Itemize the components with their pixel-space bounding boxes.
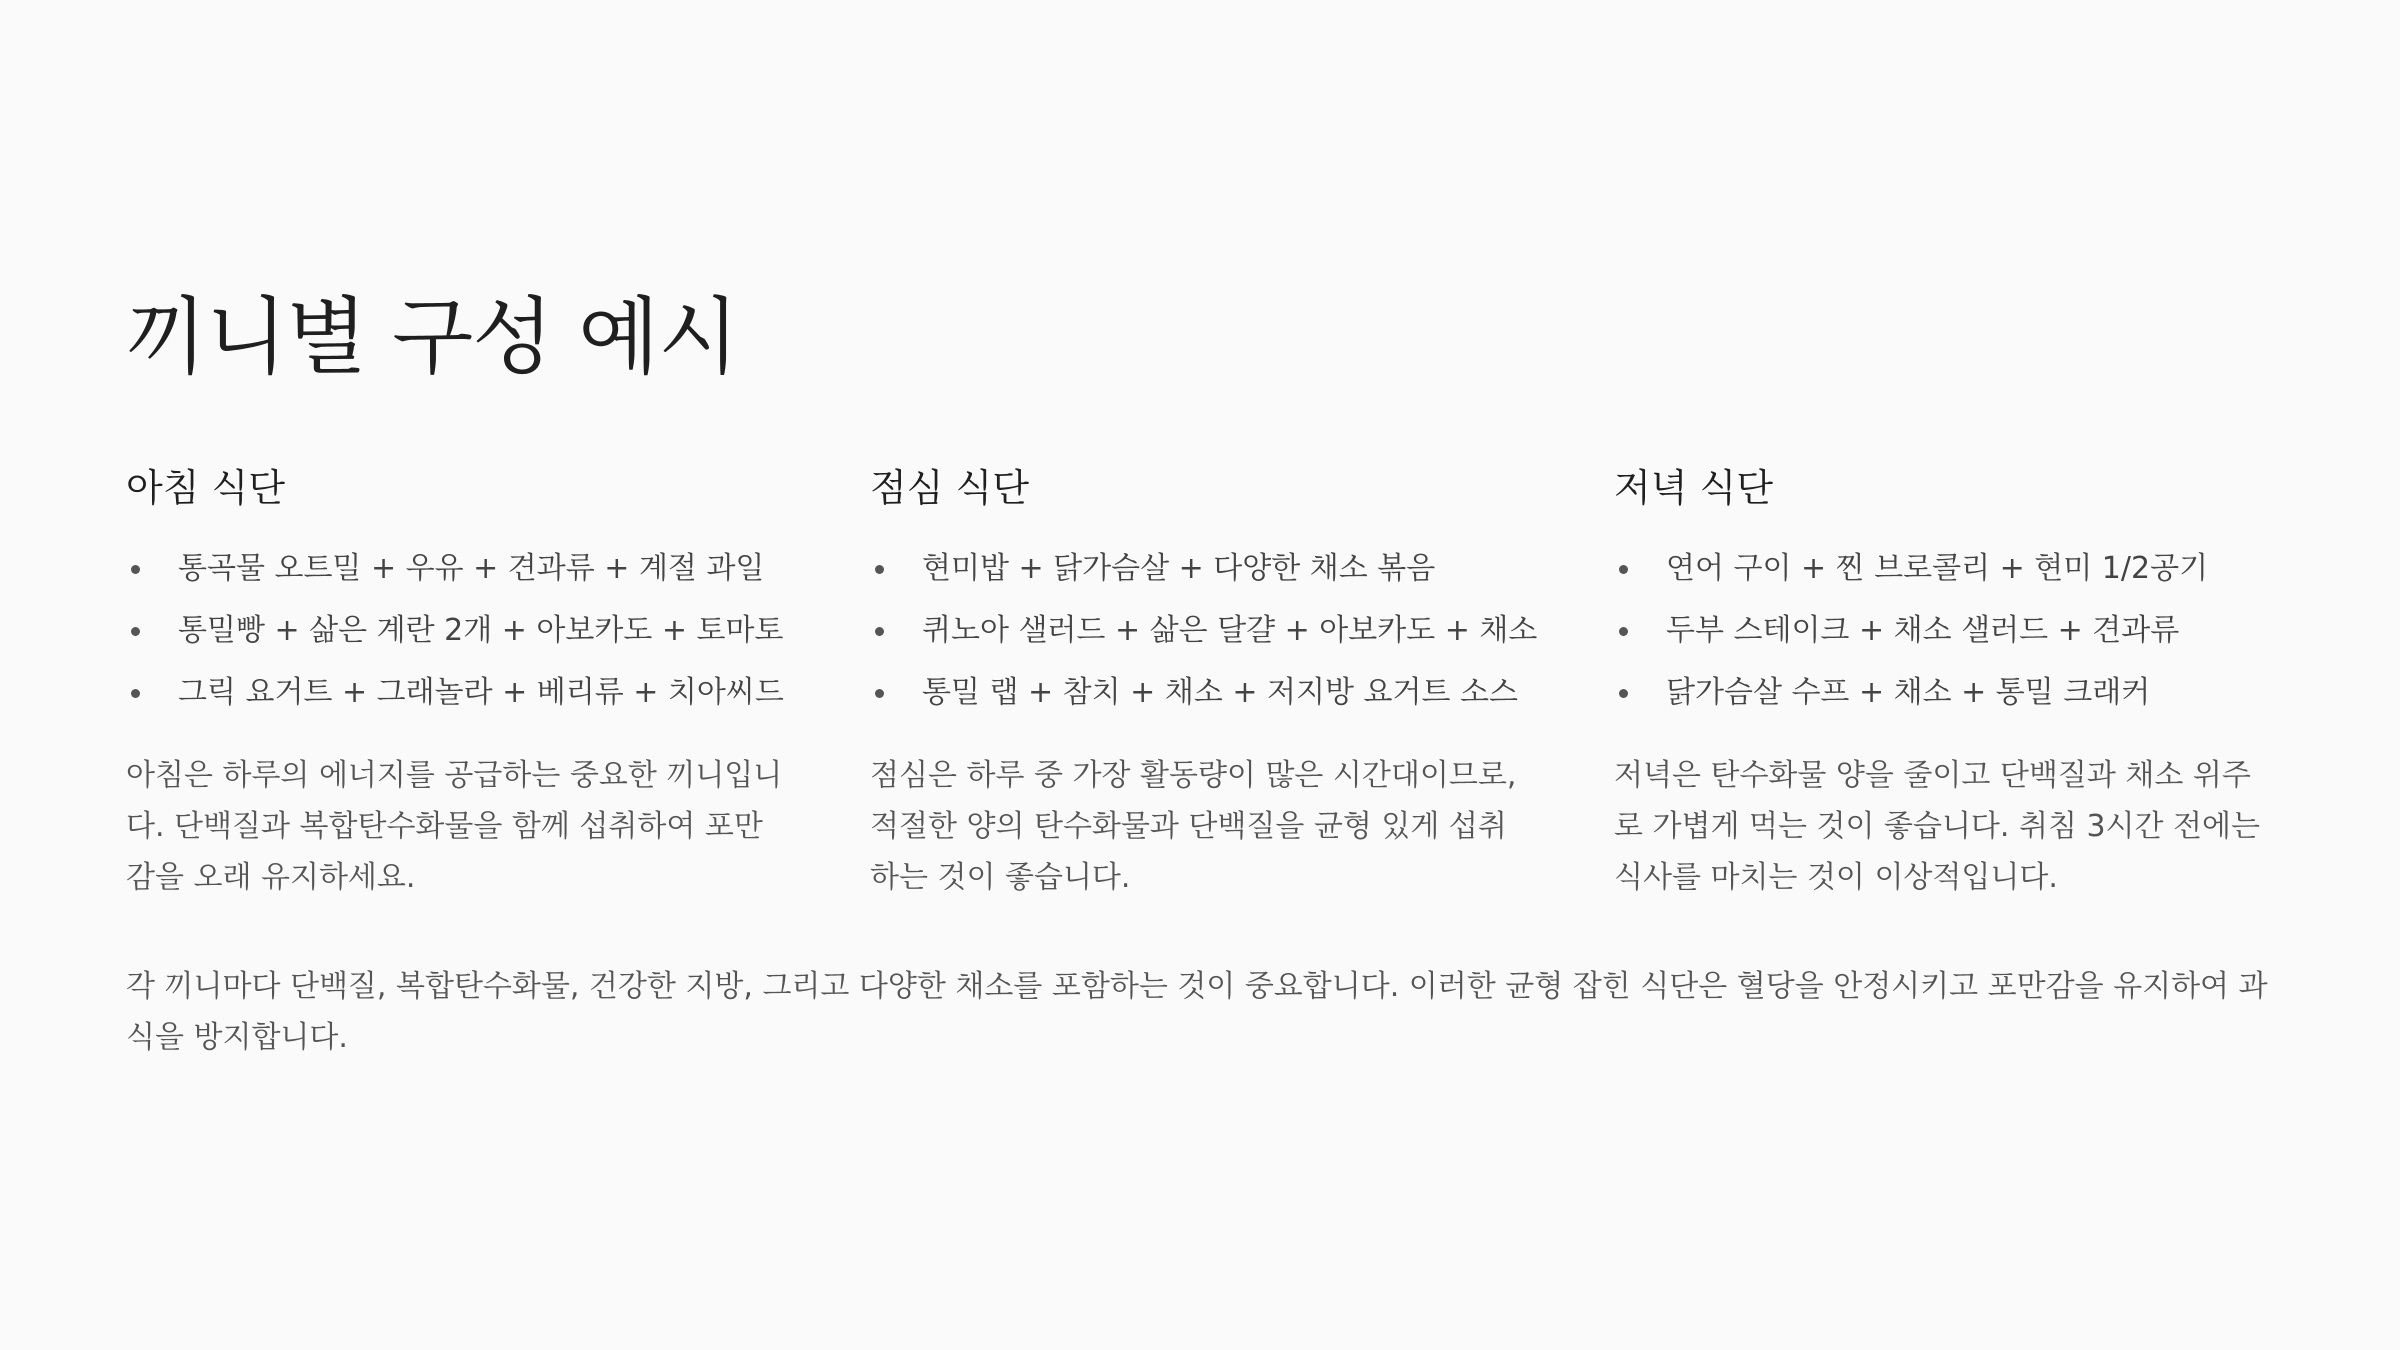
lunch-description: 점심은 하루 중 가장 활동량이 많은 시간대이므로, 적절한 양의 탄수화물과 단백질을 균형 있게 섭취하는 것이 좋습니다. [870,758,1517,895]
lunch-list [870,538,1614,724]
dinner-description: 저녁은 탄수화물 양을 줄이고 단백질과 채소 위주로 가볍게 먹는 것이 좋습니다. 취침 3시간 전에는 식사를 마치는 것이 이상적입니다. [1614,758,2260,895]
bullet-icon [131,627,140,636]
list-item [1614,662,2274,724]
list-item [870,662,1614,724]
bullet-icon [875,565,884,574]
bullet-icon [131,689,140,698]
list-item-text: 통밀 랩 + 참치 + 채소 + 저지방 요거트 소스 [922,675,1518,710]
list-item [1614,538,2274,600]
dinner-column [1614,460,2274,903]
list-item-text: 통밀빵 + 삶은 계란 2개 + 아보카도 + 토마토 [178,613,784,648]
list-item [1614,600,2274,662]
list-item-text: 통곡물 오트밀 + 우유 + 견과류 + 계절 과일 [178,551,765,586]
lunch-column [870,460,1614,903]
list-item [870,538,1614,600]
breakfast-column [126,460,870,903]
bullet-icon [1619,565,1628,574]
bullet-icon [875,689,884,698]
list-item [870,600,1614,662]
summary-text: 각 끼니마다 단백질, 복합탄수화물, 건강한 지방, 그리고 다양한 채소를 포함하는 것이 중요합니다. 이러한 균형 잡힌 식단은 혈당을 안정시키고 포만감을 유지하여 과식을 방지합니다. [126,969,2268,1055]
slide [126,0,2274,1350]
breakfast-description: 아침은 하루의 에너지를 공급하는 중요한 끼니입니다. 단백질과 복합탄수화물을 함께 섭취하여 포만감을 오래 유지하세요. [126,758,783,895]
bullet-icon [1619,627,1628,636]
page-title: 끼니별 구성 예시 [126,288,739,386]
breakfast-list [126,538,870,724]
list-item-text: 그릭 요거트 + 그래놀라 + 베리류 + 치아씨드 [178,675,784,710]
list-item-text: 현미밥 + 닭가슴살 + 다양한 채소 볶음 [922,551,1436,586]
list-item-text: 퀴노아 샐러드 + 삶은 달걀 + 아보카도 + 채소 [922,613,1538,648]
list-item-text: 두부 스테이크 + 채소 샐러드 + 견과류 [1666,613,2180,648]
bullet-icon [131,565,140,574]
meal-columns [126,460,2274,903]
lunch-heading: 점심 식단 [870,466,1029,510]
bullet-icon [875,627,884,636]
breakfast-heading: 아침 식단 [126,466,285,510]
dinner-heading: 저녁 식단 [1614,466,1773,510]
list-item-text: 연어 구이 + 찐 브로콜리 + 현미 1/2공기 [1666,551,2209,586]
list-item [126,600,870,662]
list-item [126,662,870,724]
bullet-icon [1619,689,1628,698]
list-item-text: 닭가슴살 수프 + 채소 + 통밀 크래커 [1666,675,2151,710]
list-item [126,538,870,600]
dinner-list [1614,538,2274,724]
